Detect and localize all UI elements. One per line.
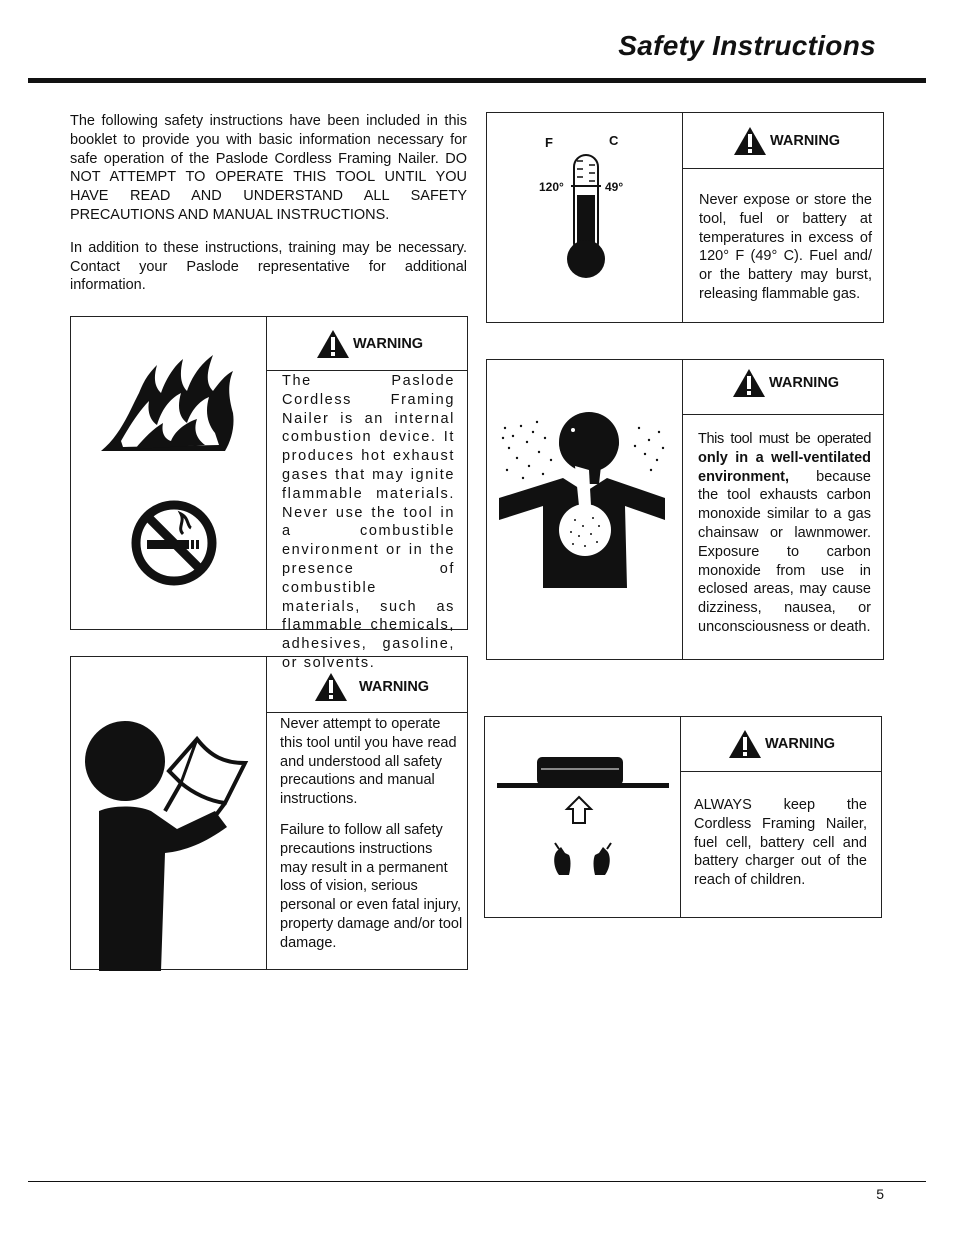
ventilation-text-emphasis: only in a well-ventilated environment, [698,449,871,485]
fahrenheit-value: 120° [539,180,564,194]
intro-paragraph-2: In addition to these instructions, training may be necessary. Contact your Paslode representative for additional information. [70,239,467,294]
bottom-rule [28,1181,926,1182]
carbon-monoxide-inhalation-icon [499,408,669,588]
manual-warning-paragraph-2: Failure to follow all safety precautions instructions may result in a permanent loss of vision, serious personal or even fatal injury, property damage and/or tool damage. [280,821,463,951]
fire-warning-text: The Paslode Cordless Framing Nailer is an internal combustion device. It produces hot exhaust gases that may ignite flammable materials. Never use the tool in a combustible environment or in the presence of combustible materials, such as flammable chemicals, adhesives, gasoline, or solvents. [282,373,455,671]
warning-label: WARNING [765,736,836,752]
warning-triangle-icon [733,126,767,156]
warning-triangle-icon [314,672,348,702]
keep-away-from-children-icon [497,755,669,881]
intro-paragraph-1: The following safety instructions have been included in this booklet to provide you with basic information necessary for safe operation of the Paslode Cordless Framing Nailer. DO NOT ATTEMPT TO OPERATE THIS TOOL UNTIL YOU HAVE READ AND UNDERSTAND ALL SAFETY PRECAUTIONS AND MANUAL INSTRUCTIONS. [70,113,467,223]
page-number: 5 [876,1186,884,1202]
celsius-value: 49° [605,180,624,194]
temperature-warning-text: Never expose or store the tool, fuel or battery at temperatures in excess of 120° F (49° C). Fuel and/ or the battery may burst, releasing flammable gas. [699,192,872,302]
celsius-label: C [609,133,619,148]
page-title: Safety Instructions [618,30,876,61]
warning-label: WARNING [353,336,424,352]
warning-triangle-icon [732,368,766,398]
top-rule [28,78,926,83]
children-warning-box [484,716,882,918]
manual-warning-box [70,656,468,970]
fahrenheit-label: F [545,135,553,150]
ventilation-text-rest: because the tool exhausts carbon monoxide similar to a gas chainsaw or lawnmower. Exposure to carbon monoxide from use in eclosed areas, may cause dizziness, nausea, or unconsciousness or death. [698,468,871,635]
intro-text [70,112,467,309]
ventilation-text-lead: This tool must be operated [698,431,871,447]
warning-triangle-icon [728,729,762,759]
manual-warning-text [280,715,463,965]
children-warning-text: ALWAYS keep the Cordless Framing Nailer, fuel cell, battery cell and battery charger out of the reach of children. [694,797,867,889]
ventilation-warning-box [486,359,884,660]
warning-label: WARNING [769,375,840,391]
thermometer-icon [537,131,637,281]
warning-label: WARNING [359,679,430,695]
temperature-warning-box [486,112,884,323]
no-smoking-icon [129,498,219,588]
fire-warning-box [70,316,468,671]
person-reading-icon [85,719,255,971]
flames-icon [101,353,236,453]
warning-label: WARNING [770,133,841,149]
warning-triangle-icon [316,329,350,359]
ventilation-warning-text [698,430,871,637]
manual-warning-paragraph-1: Never attempt to operate this tool until you have read and understood all safety precautions and manual instructions. [280,716,457,808]
